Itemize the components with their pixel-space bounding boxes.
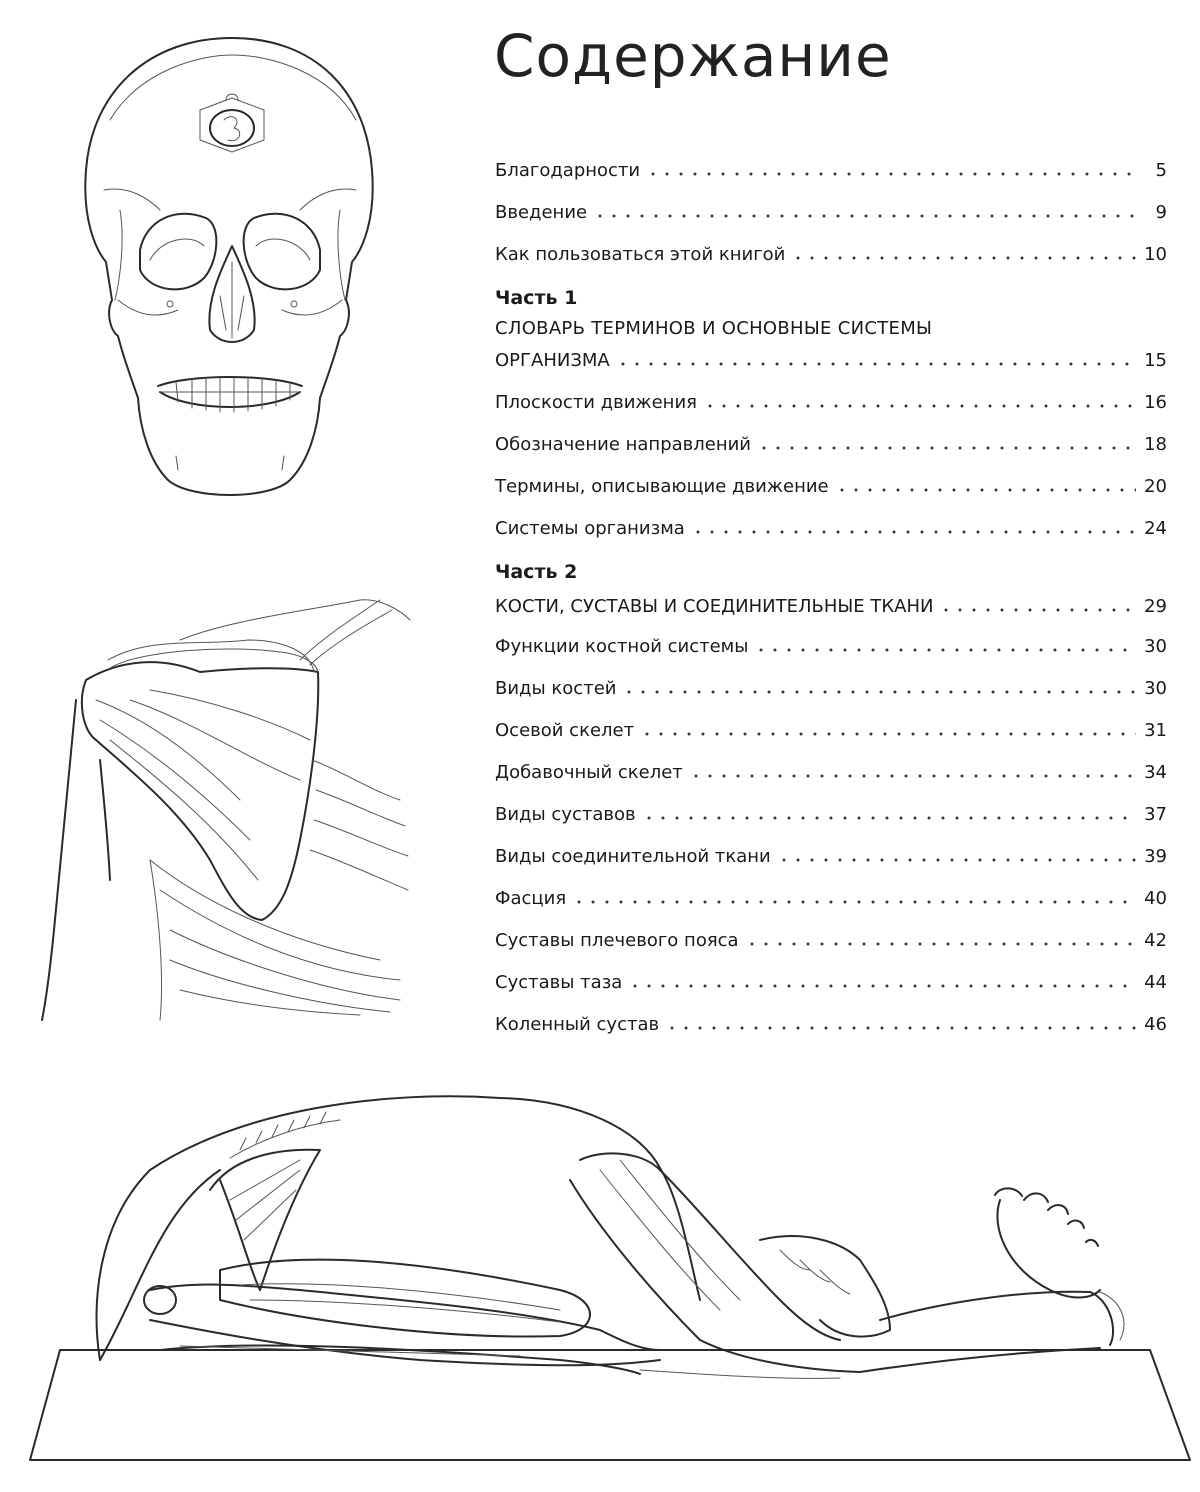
toc-entry-label: Виды соединительной ткани bbox=[495, 846, 771, 867]
dot-leader bbox=[691, 521, 1136, 535]
toc-entry[interactable] bbox=[495, 716, 1167, 742]
toc-entry[interactable] bbox=[495, 926, 1167, 952]
toc-entry[interactable] bbox=[495, 800, 1167, 826]
part1-title-line1: СЛОВАРЬ ТЕРМИНОВ И ОСНОВНЫЕ СИСТЕМЫ bbox=[495, 318, 933, 339]
toc-entry[interactable] bbox=[495, 1010, 1167, 1036]
toc-entry[interactable] bbox=[495, 430, 1167, 456]
toc-entry-page: 24 bbox=[1144, 518, 1167, 539]
toc-entry-page: 29 bbox=[1144, 596, 1167, 617]
toc-entry-page: 9 bbox=[1155, 202, 1167, 223]
toc-entry-page: 31 bbox=[1144, 720, 1167, 741]
dot-leader bbox=[646, 163, 1137, 177]
dot-leader bbox=[689, 765, 1136, 779]
toc-entry-label: Коленный сустав bbox=[495, 1014, 660, 1035]
toc-entry[interactable] bbox=[495, 758, 1167, 784]
toc-entry-page: 34 bbox=[1144, 762, 1167, 783]
toc-entry-page: 37 bbox=[1144, 804, 1167, 825]
toc-entry-page: 30 bbox=[1144, 678, 1167, 699]
dot-leader bbox=[777, 849, 1136, 863]
toc-entry-page: 10 bbox=[1144, 244, 1167, 265]
toc-entry-label: Виды суставов bbox=[495, 804, 636, 825]
toc-entry-page: 16 bbox=[1144, 392, 1167, 413]
part2-heading: Часть 2 bbox=[495, 561, 578, 583]
toc-entry-page: 46 bbox=[1144, 1014, 1167, 1035]
toc-entry-label: Осевой скелет bbox=[495, 720, 635, 741]
toc-entry-label: Системы организма bbox=[495, 518, 685, 539]
dot-leader bbox=[616, 353, 1136, 367]
toc-entry-how-to-use[interactable] bbox=[495, 240, 1167, 266]
toc-entry-label: ОРГАНИЗМА bbox=[495, 350, 610, 371]
toc-entry[interactable] bbox=[495, 472, 1167, 498]
dot-leader bbox=[939, 599, 1136, 613]
toc-entry-label: Функции костной системы bbox=[495, 636, 749, 657]
toc-entry[interactable] bbox=[495, 514, 1167, 540]
toc-entry-page: 44 bbox=[1144, 972, 1167, 993]
dot-leader bbox=[665, 1017, 1136, 1031]
toc-entry-page: 18 bbox=[1144, 434, 1167, 455]
toc-entry-label: КОСТИ, СУСТАВЫ И СОЕДИНИТЕЛЬНЫЕ ТКАНИ bbox=[495, 596, 934, 617]
dot-leader bbox=[642, 807, 1136, 821]
toc-entry-part1-title[interactable] bbox=[495, 346, 1167, 372]
toc-entry-label: Благодарности bbox=[495, 160, 641, 181]
toc-entry[interactable] bbox=[495, 884, 1167, 910]
toc-entry-page: 40 bbox=[1144, 888, 1167, 909]
toc-entry[interactable] bbox=[495, 388, 1167, 414]
toc-entry-acknowledgements[interactable] bbox=[495, 156, 1167, 182]
toc-entry-label: Суставы плечевого пояса bbox=[495, 930, 739, 951]
toc-entry-introduction[interactable] bbox=[495, 198, 1167, 224]
toc-entry-label: Суставы таза bbox=[495, 972, 623, 993]
toc-entry-page: 30 bbox=[1144, 636, 1167, 657]
toc-entry-label: Термины, описывающие движение bbox=[495, 476, 829, 497]
toc-entry-page: 5 bbox=[1155, 160, 1167, 181]
dot-leader bbox=[593, 205, 1137, 219]
toc-entry-label: Введение bbox=[495, 202, 588, 223]
toc-entry-part2-title[interactable] bbox=[495, 592, 1167, 618]
dot-leader bbox=[745, 933, 1137, 947]
dot-leader bbox=[757, 437, 1136, 451]
toc-entry[interactable] bbox=[495, 632, 1167, 658]
toc-entry-page: 20 bbox=[1144, 476, 1167, 497]
toc-entry-label: Виды костей bbox=[495, 678, 617, 699]
toc-entry-page: 42 bbox=[1144, 930, 1167, 951]
toc-entry[interactable] bbox=[495, 842, 1167, 868]
dot-leader bbox=[572, 891, 1136, 905]
dot-leader bbox=[640, 723, 1136, 737]
toc-entry-label: Фасция bbox=[495, 888, 567, 909]
dot-leader bbox=[703, 395, 1136, 409]
toc-entry[interactable] bbox=[495, 968, 1167, 994]
toc-entry-label: Как пользоваться этой книгой bbox=[495, 244, 786, 265]
dot-leader bbox=[628, 975, 1136, 989]
toc-entry-label: Обозначение направлений bbox=[495, 434, 751, 455]
dot-leader bbox=[622, 681, 1136, 695]
toc-entry-label: Плоскости движения bbox=[495, 392, 697, 413]
part1-heading: Часть 1 bbox=[495, 287, 578, 309]
toc-entry-page: 15 bbox=[1144, 350, 1167, 371]
dot-leader bbox=[835, 479, 1136, 493]
toc-entry-page: 39 bbox=[1144, 846, 1167, 867]
toc-entry-label: Добавочный скелет bbox=[495, 762, 683, 783]
page-title: Содержание bbox=[494, 22, 892, 90]
toc-entry[interactable] bbox=[495, 674, 1167, 700]
dot-leader bbox=[754, 639, 1136, 653]
dot-leader bbox=[791, 247, 1136, 261]
